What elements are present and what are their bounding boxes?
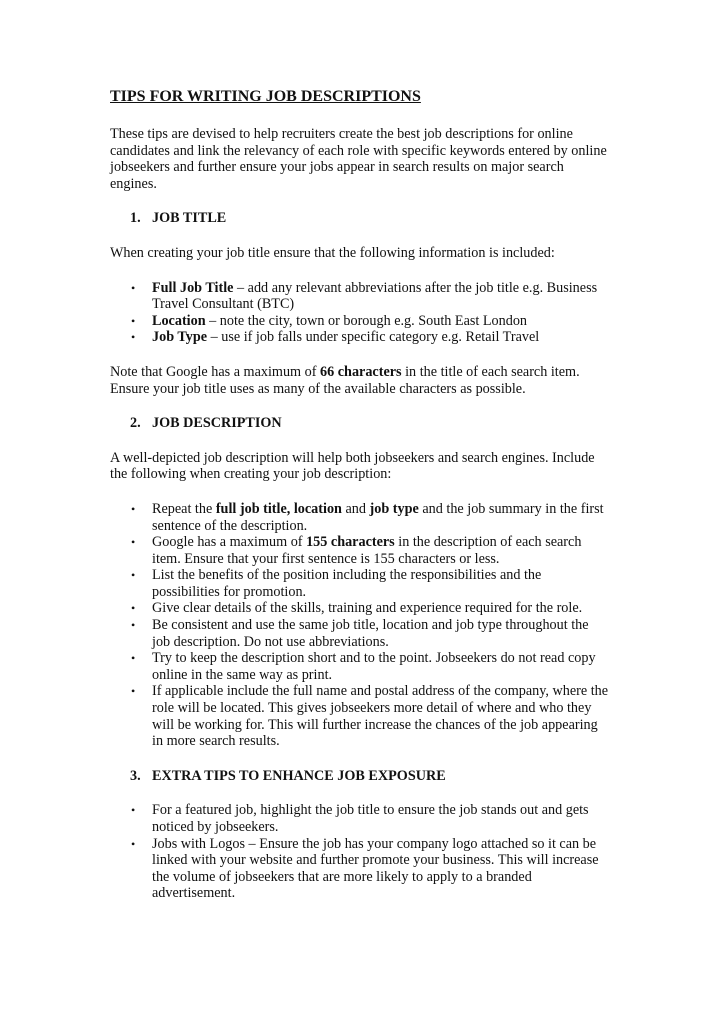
bullet-icon: • [131,684,136,699]
note-text: Note that Google has a maximum of [110,363,321,380]
bullet-text: Try to keep the description short and to the point. Jobseekers do not read copy online in the same way as print. [152,650,596,683]
bullet-text: Be consistent and use the same job title, location and job type throughout the job description. Do not use abbreviations. [152,617,589,650]
bullet-icon: • [131,313,136,328]
bullet-icon: • [131,803,136,818]
bullet-bold-term: job type [369,500,419,517]
section-2-lead: A well-depicted job description will help both jobseekers and search engines. Include the following when creating your job description: [110,449,595,483]
list-item [110,501,610,534]
bullet-icon: • [131,651,136,666]
bullet-bold-term: Location [152,312,206,329]
bullet-text: Repeat the [152,500,216,517]
list-item [110,567,610,600]
list-item [110,534,610,567]
bullet-text: Jobs with Logos – Ensure the job has your company logo attached so it can be linked with your website and further promote your business. This will increase the volume of jobseekers that are more likely to apply to a branded advertisement. [152,835,599,902]
list-item [110,683,610,749]
document-title: TIPS FOR WRITING JOB DESCRIPTIONS [110,88,421,105]
list-item [110,280,610,313]
section-title: JOB DESCRIPTION [152,415,282,432]
bullet-icon: • [131,535,136,550]
bullet-bold-term: 155 characters [306,534,395,551]
section-3-list [110,802,610,902]
section-1-lead: When creating your job title ensure that the following information is included: [110,244,555,261]
bullet-text: – note the city, town or borough e.g. South East London [205,312,528,329]
bullet-icon: • [131,836,136,851]
bullet-icon: • [131,568,136,583]
bullet-bold-term: Job Type [152,329,208,346]
bullet-icon: • [131,618,136,633]
bullet-text: If applicable include the full name and postal address of the company, where the role will be located. This gives jobseekers more detail of where and who they will be working for. This will further increase the chances of the job appearing in more search results. [152,683,609,750]
list-item [110,329,610,346]
list-item [110,617,610,650]
bullet-text: in the description of each search item. Ensure that your first sentence is 155 characters or less. [152,534,582,567]
bullet-text: Give clear details of the skills, training and experience required for the role. [152,600,583,617]
bullet-text: and the job summary in the first sentence of the description. [152,500,604,534]
note-bold: 66 characters [320,363,402,380]
section-1-list [110,280,610,346]
section-number: 1. [130,210,141,227]
bullet-icon: • [131,280,136,295]
bullet-text: and [341,500,370,517]
list-item [110,650,610,683]
list-item [110,600,610,617]
bullet-text: List the benefits of the position including the responsibilities and the possibilities for promotion. [152,567,542,600]
bullet-text: For a featured job, highlight the job title to ensure the job stands out and gets noticed by jobseekers. [152,802,589,835]
list-item [110,313,610,330]
bullet-bold-term: full job title, location [215,500,342,517]
bullet-text: – use if job falls under specific category e.g. Retail Travel [207,329,540,346]
section-title: EXTRA TIPS TO ENHANCE JOB EXPOSURE [152,767,446,784]
section-2-heading [110,415,610,432]
bullet-icon: • [131,330,136,345]
section-title: JOB TITLE [152,210,227,227]
section-number: 3. [130,767,141,784]
section-1-heading [110,210,610,227]
bullet-bold-term: Full Job Title [152,279,234,296]
bullet-text: – add any relevant abbreviations after the job title e.g. Business Travel Consultant (BTC) [152,279,598,313]
section-3-heading [110,768,610,785]
bullet-icon: • [131,601,136,616]
intro-paragraph: These tips are devised to help recruiters create the best job descriptions for online candidates and link the relevancy of each role with specific keywords entered by online jobseekers and further ensure your jobs appear in search results on major search engines. [110,126,607,192]
document-page [110,88,610,920]
list-item [110,836,610,902]
note-text: in the title of each search item. Ensure your job title uses as many of the available characters as possible. [110,363,580,397]
list-item [110,802,610,835]
section-number: 2. [130,415,141,432]
bullet-icon: • [131,501,136,516]
section-1-note [110,364,610,397]
section-2-list [110,501,610,750]
bullet-text: Google has a maximum of [152,534,307,551]
